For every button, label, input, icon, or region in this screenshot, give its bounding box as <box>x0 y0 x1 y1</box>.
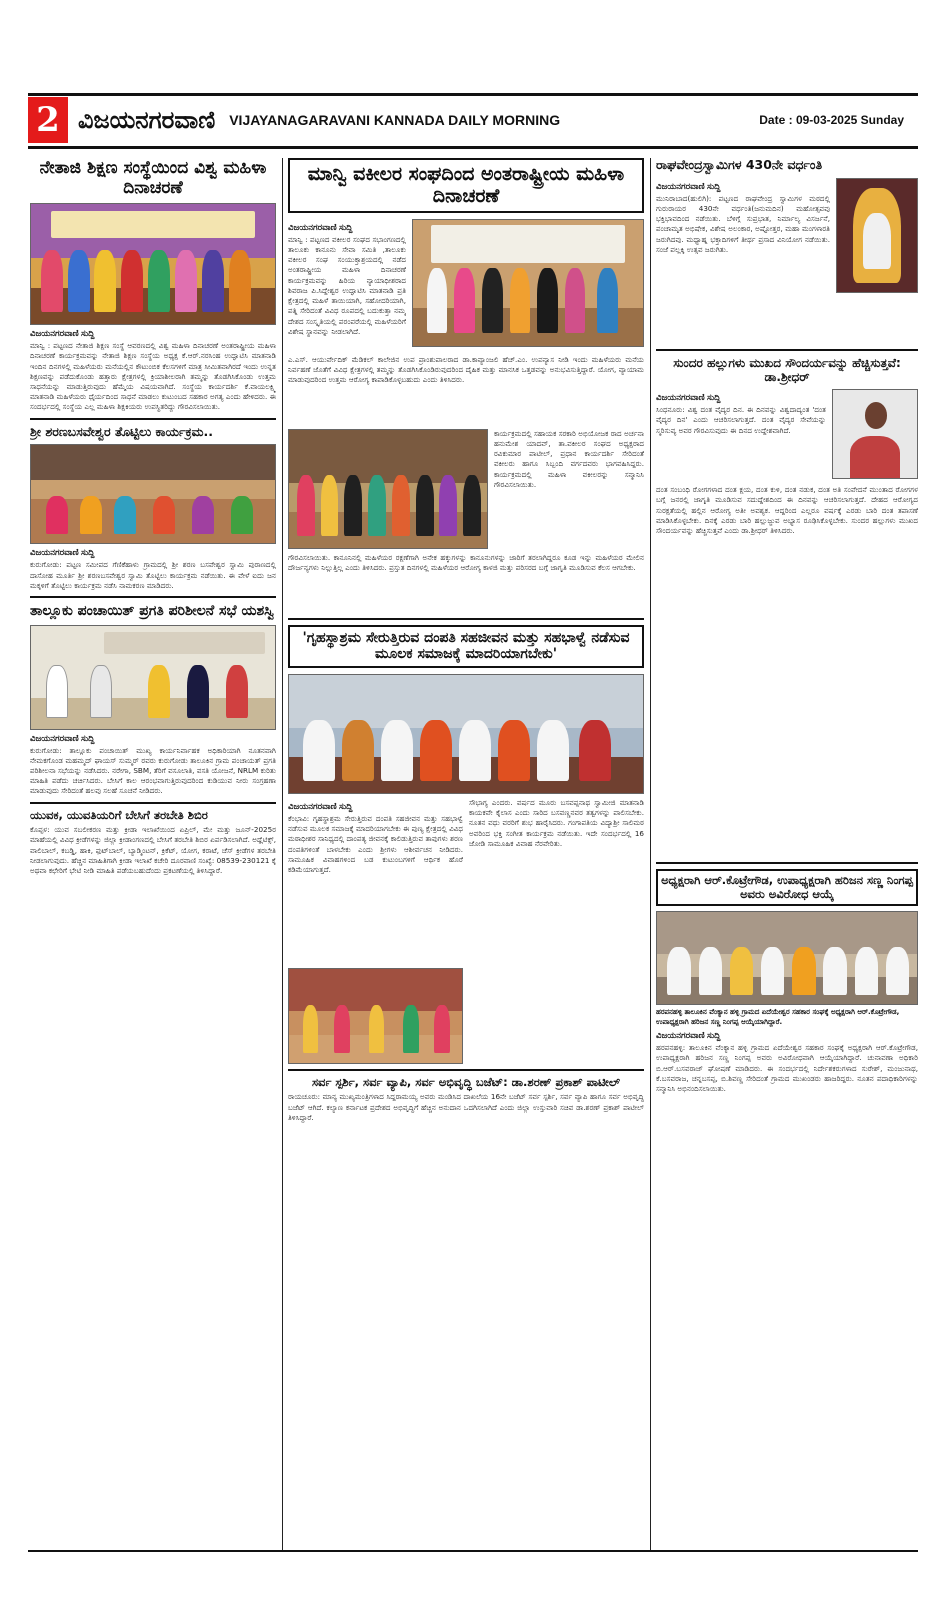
section-divider <box>30 596 276 598</box>
byline: ವಿಜಯನಗರವಾಣಿ ಸುದ್ದಿ <box>656 180 721 191</box>
page-number: 2 <box>28 97 68 143</box>
photo-lamp-lighting <box>412 219 644 347</box>
photo-raghavendra-idol <box>836 178 918 293</box>
article-teeth <box>656 356 918 857</box>
photo-women-lawyers <box>288 429 488 549</box>
section-divider <box>656 862 918 864</box>
left-column <box>30 158 276 1552</box>
headline-lawyers: ಮಾನ್ವಿ ವಕೀಲರ ಸಂಘದಿಂದ ಅಂತರಾಷ್ಟ್ರೀಯ ಮಹಿಳಾ ದಿನಾಚರಣೆ <box>288 158 644 213</box>
section-divider <box>656 349 918 351</box>
byline: ವಿಜಯನಗರವಾಣಿ ಸುದ್ದಿ <box>30 547 95 558</box>
section-divider <box>288 618 644 620</box>
article-marriage <box>288 625 644 1064</box>
headline-teeth: ಸುಂದರ ಹಲ್ಲುಗಳು ಮುಖದ ಸೌಂದರ್ಯವನ್ನು ಹೆಚ್ಚಿಸುತ್ತವೆ: ಡಾ.ಶ್ರೀಧರ್ <box>673 355 901 384</box>
masthead <box>28 97 918 143</box>
byline: ವಿಜಯನಗರವಾಣಿ ಸುದ್ದಿ <box>30 328 95 339</box>
article-netaji <box>30 158 276 413</box>
photo-panchayat-meeting <box>30 625 276 730</box>
article-body: ಸಿಂಧನೂರು: ವಿಶ್ವ ದಂತ ವೈದ್ಯರ ದಿನ. ಈ ದಿನವನ್ನು ವಿಶ್ವದಾದ್ಯಂತ 'ದಂತ ವೈದ್ಯರ ದಿನ' ಎಂದು ಆಚರಿಸಲಾಗುತ್ತದೆ. ದಂತ ವೈದ್ಯರ ಸೇವೆಯನ್ನು ಸ್ಮರಿಸುವ್ಯ ಅವರ ಗೌರವಿಸುವುದು ಈ ದಿನದ ಉದ್ದೇಶವಾಗಿದೆ. <box>656 405 826 435</box>
photo-mass-wedding-dignitaries <box>288 674 644 794</box>
right-column <box>656 158 918 1552</box>
section-divider <box>30 418 276 420</box>
issue-date: Date : 09-03-2025 Sunday <box>759 113 904 127</box>
article-lawyers <box>288 158 644 613</box>
middle-column <box>288 158 644 1552</box>
headline-summer-camp: ಯುವಕ, ಯುವತಿಯರಿಗೆ ಬೇಸಿಗೆ ತರಬೇತಿ ಶಿಬಿರ <box>30 807 208 822</box>
headline-marriage: 'ಗೃಹಸ್ಥಾಶ್ರಮ ಸೇರುತ್ತಿರುವ ದಂಪತಿ ಸಹಜೀವನ ಮತ್ತು ಸಹಭಾಳ್ವೆ ನಡೆಸುವ ಮೂಲಕ ಸಮಾಜಕ್ಕೆ ಮಾದರಿಯಾಗಬೇಕು' <box>288 625 644 668</box>
photo-temple-gathering <box>30 444 276 544</box>
article-body: ಕುರುಗೋಡು: ಪಟ್ಟಣ ಸಮೀಪದ ಗೆಣಿಕೆಹಾಳು ಗ್ರಾಮದಲ್ಲಿ ಶ್ರೀ ಶರಣ ಬಸವೇಶ್ವರ ಸ್ವಾಮಿ ಪುರಾಣದಲ್ಲಿ ದಾಸೋಹ ಮೂರ್ತಿ ಶ್ರೀ ಶರಣಬಸವೇಶ್ವರ ಸ್ವಾಮಿ ತೊಟ್ಟಿಲು ಕಾರ್ಯಕ್ರಮ ನಡೆಯಿತು. ಈ ವೇಳೆ ಐದು ಜನ ಮಕ್ಕಳಿಗೆ ತೊಟ್ಟಿಲು ಕಾರ್ಯಕ್ರಮ ನಡೆಸಿ ನಾಮಕರಣ ಮಾಡಿದರು. <box>30 560 276 590</box>
section-divider <box>30 802 276 804</box>
article-body: ದಂತ ಸಂಬಂಧಿ ರೋಗಗಳಾದ ದಂತ ಕ್ಷಯ, ದಂತ ಕುಳಿ, ದಂತ ನಡುಕ, ದಂತ ಅತಿ ಸಂವೇದನೆ ಮುಂತಾದ ರೋಗಗಳ ಬಗ್ಗೆ ಜನರಲ್ಲಿ ಜಾಗೃತಿ ಮೂಡಿಸುವ ಸದುದ್ದೇಶದಿಂದ ಈ ದಿನವನ್ನು ಆಚರಿಸಲಾಗುತ್ತದೆ. ದೇಹದ ಆರೋಗ್ಯದ ಸುರಕ್ಷತೆಯಲ್ಲಿ ಹಲ್ಲಿನ ಆರೋಗ್ಯ ಅತೀ ಅವಶ್ಯಕ. ಆದ್ದರಿಂದ ಎಲ್ಲರೂ ವರ್ಷಕ್ಕೆ ಎರಡು ಬಾರಿ ದಂತ ತಪಾಸಣೆ ಮಾಡಿಸಿಕೊಳ್ಳಬೇಕು. ದಿನಕ್ಕೆ ಎರಡು ಬಾರಿ ಹಲ್ಲುಜ್ಜುವ ಅಭ್ಯಾಸ ರೂಢಿಸಿಕೊಳ್ಳಬೇಕು. ಸುಂದರ ಹಲ್ಲುಗಳು ಮುಖದ ಸೌಂದರ್ಯವನ್ನು ಹೆಚ್ಚಿಸುತ್ತವೆ ಎಂದು ಡಾ.ಶ್ರೀಧರ್ ತಿಳಿಸಿದರು. <box>656 485 918 535</box>
byline: ವಿಜಯನಗರವಾಣಿ ಸುದ್ದಿ <box>656 392 721 403</box>
byline: ವಿಜಯನಗರವಾಣಿ ಸುದ್ದಿ <box>30 732 95 743</box>
column-divider <box>650 158 651 1550</box>
article-body: ಮುನಿರಾಬಾದ(ಹುಲಿಗಿ): ಪಟ್ಟಣದ ರಾಘವೇಂದ್ರ ಸ್ವಾಮಿಗಳ ಮಠದಲ್ಲಿ ಗುರುರಾಯರ 430ನೇ ವರ್ಧಂತಿ(ಜನುಮದಿನ) ಮಹೋತ್ಸವವು ಭಕ್ತಿಭಾವದಿಂದ ನಡೆಯಿತು. ಬೆಳಿಗ್ಗೆ ಸುಪ್ರಭಾತ, ನಿರ್ಮಾಲ್ಯ ವಿಸರ್ಜನೆ, ಪಂಚಾಮೃತ ಅಭಿಷೇಕ, ವಿಶೇಷ ಅಲಂಕಾರ, ಅಷ್ಟೋತ್ತರ, ಮಹಾ ಮಂಗಳಾರತಿ ಜರುಗಿದವು. ಮಧ್ಯಾಹ್ನ ಭಕ್ತಾದಿಗಳಿಗೆ ತೀರ್ಥ ಪ್ರಸಾದ ವಿನಿಯೋಗ ನಡೆಯಿತು. ಸಂಜೆ ಪಲ್ಲಕ್ಕಿ ಉತ್ಸವ ಜರುಗಿತು. <box>656 193 830 254</box>
article-body: ಕೊಪ್ಪಳ: ಯುವ ಸಬಲೀಕರಣ ಮತ್ತು ಕ್ರೀಡಾ ಇಲಾಖೆಯಿಂದ ಏಪ್ರಿಲ್, ಮೇ ಮತ್ತು ಜೂನ್-2025ರ ಮಾಹೆಯಲ್ಲಿ ವಿವಿಧ ಕ್ರೀಡೆಗಳನ್ನು ಜಿಲ್ಲಾ ಕ್ರೀಡಾಂಗಣದಲ್ಲಿ ಬೇಸಿಗೆ ತರಬೇತಿ ಶಿಬಿರ ಏರ್ಪಡಿಸಲಾಗಿದೆ. ಅಥ್ಲೆಟಿಕ್ಸ್, ವಾಲಿಬಾಲ್, ಕಬಡ್ಡಿ, ಹಾಕಿ, ಫುಟ್‌ಬಾಲ್, ಬ್ಯಾಡ್ಮಿಂಟನ್, ಕ್ರಿಕೆಟ್, ಯೋಗ, ಕರಾಟೆ, ಚೆಸ್ ಕ್ರೀಡೆಗಳ ತರಬೇತಿ ನೀಡಲಾಗುವುದು. ಹೆಚ್ಚಿನ ಮಾಹಿತಿಗಾಗಿ ಕ್ರೀಡಾ ಇಲಾಖೆ ಕಚೇರಿ ದೂರವಾಣಿ ಸಂಖ್ಯೆ: 08539-230121 ಕ್ಕೆ ಅಥವಾ ಕಛೇರಿಗೆ ಭೇಟಿ ನೀಡಿ ಮಾಹಿತಿ ಪಡೆಯಬಹುದೆಂದು ಪ್ರಕಟಣೆಯಲ್ಲಿ ತಿಳಿಸಿದ್ದಾರೆ. <box>30 825 276 876</box>
photo-wedding-couples <box>288 968 463 1064</box>
newspaper-title-english: VIJAYANAGARAVANI KANNADA DAILY MORNING <box>229 112 561 128</box>
headline-kottregowda: ಅಧ್ಯಕ್ಷರಾಗಿ ಆರ್.ಕೊಟ್ರೇಗೌಡ, ಉಪಾಧ್ಯಕ್ಷರಾಗಿ ಹರಿಜನ ಸಣ್ಣ ನಿಂಗಪ್ಪ ಅವರು ಅವಿರೋಧ ಆಯ್ಕೆ <box>656 869 918 906</box>
article-sharanabasaveshwara <box>30 425 276 591</box>
headline-budget: ಸರ್ವ ಸ್ಪರ್ಶಿ, ಸರ್ವ ವ್ಯಾಪಿ, ಸರ್ವ ಅಭಿವೃದ್ಧಿ ಬಜೆಟ್: ಡಾ.ಶರಣ್ ಪ್ರಕಾಶ್ ಪಾಟೀಲ್ <box>311 1074 621 1089</box>
photo-caption: ಹರಪನಹಳ್ಳಿ ತಾಲೂಕಿನ ವೆಂಕ್ಯಾನ ಹಳ್ಳಿ ಗ್ರಾಮದ ಏದೆಯೇಶ್ವರ ಸಹಕಾರ ಸಂಘಕ್ಕೆ ಅಧ್ಯಕ್ಷರಾಗಿ ಆರ್.ಕೊಟ್ರೇಗೌಡ, ಉಪಾಧ್ಯಕ್ಷರಾಗಿ ಹರಿಜನ ಸಣ್ಣ ನಿಂಗಪ್ಪ ಆಯ್ಕೆಯಾಗಿದ್ದಾರೆ. <box>656 1008 900 1026</box>
headline-netaji: ನೇತಾಜಿ ಶಿಕ್ಷಣ ಸಂಸ್ಥೆಯಿಂದ ವಿಶ್ವ ಮಹಿಳಾ ದಿನಾಚರಣೆ <box>39 158 267 199</box>
masthead-top-rule <box>28 93 918 96</box>
headline-raghavendra: ರಾಘವೇಂದ್ರಸ್ವಾಮಿಗಳ 430ನೇ ವರ್ಧಂತಿ <box>656 158 823 172</box>
byline: ವಿಜಯನಗರವಾಣಿ ಸುದ್ದಿ <box>656 1030 721 1041</box>
article-body: ಮಾನ್ವಿ : ಪಟ್ಟಣದ ನೇತಾಜಿ ಶಿಕ್ಷಣ ಸಂಸ್ಥೆ ಆವರಣದಲ್ಲಿ ವಿಶ್ವ ಮಹಿಳಾ ದಿನಾಚರಣೆ ಅಂತರಾಷ್ಟ್ರೀಯ ಮಹಿಳಾ ದಿನಾಚರಣೆ ಕಾರ್ಯಕ್ರಮವನ್ನು ನೇತಾಜಿ ಶಿಕ್ಷಣ ಸಂಸ್ಥೆಯ ಅಧ್ಯಕ್ಷ ಕೆ.ಆರ್.ನರಸಿಂಹ ಉದ್ಘಾಟಿಸಿ ಮಾತನಾಡಿ ಇಂದಿನ ದಿನಗಳಲ್ಲಿ ಮಹಿಳೆಯರು ಮನೆಯಲ್ಲಿನ ಕೌಟುಂಬಿಕ ಕೆಲಸಗಳಿಗೆ ಮಾತ್ರ ಸೀಮಿತವಾಗಿರದೆ ಇಂದು ಉನ್ನತ ಶಿಕ್ಷಣವನ್ನು ಪಡೆದುಕೊಂಡು ಹತ್ತಾರು ಕ್ಷೇತ್ರಗಳಲ್ಲಿ ಕ್ರಿಯಾಶೀಲರಾಗಿ ತಮ್ಮನ್ನು ತೊಡಗಿಸಿಕೊಂಡು ಉತ್ತಮ ಸಾಧನೆಯನ್ನು ಮಾಡುತ್ತಿರುವುದು ಹೆಮ್ಮೆಯ ವಿಷಯವಾಗಿದೆ. ಸಂಸ್ಥೆಯ ಕಾರ್ಯದರ್ಶಿ ಕೆ.ವಾಯಲಕ್ಷ್ಮಿ ಮಾತನಾಡಿ ಮಹಿಳೆಯರು ಧೈರ್ಯದಿಂದ ಸಾಧನೆ ಮಾಡಲು ಕುಟುಂಬದ ಸಹಕಾರ ಅಗತ್ಯ ಎಂದು ಹೇಳಿದರು. ಈ ಸಂದರ್ಭದಲ್ಲಿ ಸಂಸ್ಥೆಯ ಎಲ್ಲ ಮಹಿಳಾ ಶಿಕ್ಷಕಿಯರು ಉಪಸ್ಥಿತರಿದ್ದು ಗೌರವಿಸಲಾಯಿತು. <box>30 341 276 412</box>
article-body: ಕಾರ್ಯಕ್ರಮದಲ್ಲಿ ಸಹಾಯಕ ಸರಕಾರಿ ಅಭಿಯೋಜಕ ರಾದ ಅರ್ಚನಾ ಹನುಮೇಶ ಯಾದವ್, ತಾ.ವಕೀಲರ ಸಂಘದ ಅಧ್ಯಕ್ಷರಾದ ರವಿಕುಮಾರ ಪಾಟೀಲ್, ಪ್ರಧಾನ ಕಾರ್ಯದರ್ಶಿ ಸೇರಿದಂತೆ ವಕೀಲರು ಹಾಗೂ ಸಿಬ್ಬಂದಿ ವರ್ಗದವರು ಭಾಗವಹಿಸಿದ್ದರು. ಕಾರ್ಯಕ್ರಮದಲ್ಲಿ ಮಹಿಳಾ ವಕೀಲರನ್ನು ಸನ್ಮಾನಿಸಿ ಗೌರವಿಸಲಾಯಿತು. <box>494 428 644 489</box>
headline-sharanabasaveshwara: ಶ್ರೀ ಶರಣಬಸವೇಶ್ವರ ತೊಟ್ಟಿಲು ಕಾರ್ಯಕ್ರಮ.. <box>30 423 213 439</box>
photo-netaji-group <box>30 203 276 325</box>
byline: ವಿಜಯನಗರವಾಣಿ ಸುದ್ದಿ <box>288 221 353 232</box>
article-kottregowda <box>656 869 918 1094</box>
article-body: ಎ.ಎಸ್. ಆಯುರ್ವೇದಿಕ್ ಮೆಡಿಕಲ್ ಕಾಲೇಜಿನ ಉಪ ಪ್ರಾಂಶುಪಾಲರಾದ ಡಾ.ಕಾವ್ಯಾಂಜಲಿ ಹೆಚ್.ಎಂ. ಉಪನ್ಯಾಸ ನೀಡಿ ಇಂದು ಮಹಿಳೆಯರು ಮನೆಯ ನಿರ್ವಹಣೆ ಜೊತೆಗೆ ವಿವಿಧ ಕ್ಷೇತ್ರಗಳಲ್ಲಿ ತಮ್ಮನ್ನು ತೊಡಗಿಸಿಕೊಂಡಿರುವುದರಿಂದ ದೈಹಿಕ ಮತ್ತು ಮಾನಸಿಕ ಒತ್ತಡವನ್ನು ಅನುಭವಿಸುತ್ತಿದ್ದಾರೆ. ಯೋಗ, ವ್ಯಾಯಾಮ ಮಾಡುವುದರಿಂದ ಉತ್ತಮ ಆರೋಗ್ಯ ಕಾಪಾಡಿಕೊಳ್ಳಬಹುದು ಎಂದು ತಿಳಿಸಿದರು. <box>288 354 644 385</box>
article-body: ಗೌರವಿಸಲಾಯಿತು. ಕಾನೂನಿನಲ್ಲಿ ಮಹಿಳೆಯರ ರಕ್ಷಣೆಗಾಗಿ ಅನೇಕ ಹಕ್ಕುಗಳನ್ನು ಕಾನೂನುಗಳನ್ನು ಜಾರಿಗೆ ತರಲಾಗಿದ್ದರೂ ಕೂಡ ಇನ್ನು ಮಹಿಳೆಯರ ಮೇಲಿನ ದೌರ್ಜನ್ಯಗಳು ನಿಲ್ಲುತ್ತಿಲ್ಲ ಎಂದು ತಿಳಿಸಿದರು. ಪ್ರಸ್ತುತ ದಿನಗಳಲ್ಲಿ ಮಹಿಳೆಯರ ಆರೋಗ್ಯ ಕಾಳಜಿ ಮತ್ತು ಪರಿಸರದ ಬಗ್ಗೆ ಜಾಗೃತಿ ಮೂಡಿಸುವ ಕೆಲಸ ಆಗಬೇಕು. <box>288 552 644 573</box>
newspaper-title-kannada: ವಿಜಯನಗರವಾಣಿ <box>78 106 216 134</box>
headline-taluk-panchayat: ತಾಲ್ಲೂಕು ಪಂಚಾಯಿತ್ ಪ್ರಗತಿ ಪರಿಶೀಲನೆ ಸಭೆ ಯಶಸ್ವಿ <box>30 603 275 620</box>
article-body: ಕುರುಗೋಡು: ತಾಲ್ಲೂಕು ಪಂಚಾಯಿತ್ ಮುಖ್ಯ ಕಾರ್ಯನಿರ್ವಾಹಕ ಅಧಿಕಾರಿಯಾಗಿ ನೂತನವಾಗಿ ನೇಮಕಗೊಂಡ ಮಹಮ್ಮದ್ ಘಾಯಸ್ ಸುಮ್ಮರ್ ರವರು ಕುರುಗೋಡು ತಾಲೂಕಿನ ಗ್ರಾಮ ಪಂಚಾಯತ್ ಪ್ರಗತಿ ಪರಿಶೀಲನಾ ಸಭೆಯನ್ನು ನಡೆಸಿದರು. ನರೇಗಾ, SBM, ತೆರಿಗೆ ವಸೂಲಾತಿ, ವಸತಿ ಯೋಜನೆ, NRLM ಕುರಿತು ಮಾಹಿತಿ ಪಡೆದು ಚರ್ಚಿಸಿದರು. ಬೇಸಿಗೆ ಕಾಲ ಆರಂಭವಾಗುತ್ತಿರುವುದರಿಂದ ಕುಡಿಯುವ ನೀರು ಸಂಗ್ರಹಣಾ ಮಾಡುವುದು ಸೇರಿದಂತೆ ಹಲವು ಸಲಹೆ ಸೂಚನೆ ನೀಡಿದರು. <box>30 745 276 796</box>
photo-cooperative-members <box>656 911 918 1005</box>
article-raghavendra <box>656 158 918 344</box>
column-divider <box>282 158 283 1550</box>
article-summer-camp <box>30 809 276 877</box>
article-body: ಹರಪನಹಳ್ಳಿ: ತಾಲೂಕಿನ ವೆಂಕ್ಯಾನ ಹಳ್ಳಿ ಗ್ರಾಮದ ಏದೆಯೇಶ್ವರ ಸಹಕಾರ ಸಂಘಕ್ಕೆ ಅಧ್ಯಕ್ಷರಾಗಿ ಆರ್.ಕೊಟ್ರೇಗೌಡ, ಉಪಾಧ್ಯಕ್ಷರಾಗಿ ಹರಿಜನ ಸಣ್ಣ ನಿಂಗಪ್ಪ ಅವರು ಅವಿರೋಧವಾಗಿ ಆಯ್ಕೆಯಾಗಿದ್ದಾರೆ. ಚುನಾವಣಾ ಅಧಿಕಾರಿ ಬಿ.ಆರ್.ಬಸವರಾಜ್ ಘೋಷಣೆ ಮಾಡಿದರು. ಈ ಸಂದರ್ಭದಲ್ಲಿ ನಿರ್ದೇಶಕರುಗಳಾದ ಸುರೇಶ್, ಮಂಜುನಾಥ, ಕೆ.ಬಸವರಾಜ, ಚನ್ನಬಸಪ್ಪ, ಬಿ.ಶಿವಣ್ಣ ಸೇರಿದಂತೆ ಗ್ರಾಮದ ಮುಖಂಡರು ಹಾಜರಿದ್ದರು. ನೂತನ ಪದಾಧಿಕಾರಿಗಳನ್ನು ಸನ್ಮಾನಿಸಿ ಅಭಿನಂದಿಸಲಾಯಿತು. <box>656 1043 918 1093</box>
section-divider <box>288 1069 644 1071</box>
article-taluk-panchayat <box>30 603 276 797</box>
article-body: ರಾಯಚೂರು: ಮಾನ್ಯ ಮುಖ್ಯಮಂತ್ರಿಗಳಾದ ಸಿದ್ದರಾಮಯ್ಯ ಅವರು ಮಂಡಿಸಿದ ದಾಖಲೆಯ 16ನೇ ಬಜೆಟ್ ಸರ್ವ ಸ್ಪರ್ಶಿ, ಸರ್ವ ವ್ಯಾಪಿ ಹಾಗೂ ಸರ್ವ ಅಭಿವೃದ್ಧಿ ಬಜೆಟ್ ಆಗಿದೆ. ಕಲ್ಯಾಣ ಕರ್ನಾಟಕ ಪ್ರದೇಶದ ಅಭಿವೃದ್ಧಿಗೆ ಹೆಚ್ಚಿನ ಅನುದಾನ ಒದಗಿಸಲಾಗಿದೆ ಎಂದು ಜಿಲ್ಲಾ ಉಸ್ತುವಾರಿ ಸಚಿವ ಡಾ.ಶರಣ್ ಪ್ರಕಾಶ್ ಪಾಟೀಲ್ ತಿಳಿಸಿದ್ದಾರೆ. <box>288 1092 644 1122</box>
article-body: ಕೆಂಭಾವಿ: ಗೃಹಸ್ಥಾಶ್ರಮ ಸೇರುತ್ತಿರುವ ದಂಪತಿ ಸಹಜೀವನ ಮತ್ತು ಸಹಭಾಳ್ವೆ ನಡೆಸುವ ಮೂಲಕ ಸಮಾಜಕ್ಕೆ ಮಾದರಿಯಾಗಬೇಕು ಈ ಪುಣ್ಯ ಕ್ಷೇತ್ರದಲ್ಲಿ ವಿವಿಧ ಮಠಾಧೀಶರ ಸಾನಿಧ್ಯದಲ್ಲಿ ದಾಂಪತ್ಯ ಜೀವನಕ್ಕೆ ಕಾಲಿಡುತ್ತಿರುವ ತಾವುಗಳು ಶರಣ ದಂಪತಿಗಳಿಂತೆ ಬಾಳಬೇಕು ಎಂದು ಶ್ರೀಗಳು ಆಶೀರ್ವಚನ ನೀಡಿದರು. ಸಾಮೂಹಿಕ ವಿವಾಹಗಳಿಂದ ಬಡ ಕುಟುಂಬಗಳಿಗೆ ಆರ್ಥಿಕ ಹೊರೆ ಕಡಿಮೆಯಾಗುತ್ತದೆ. <box>288 813 463 874</box>
article-body: ಮಾನ್ವಿ : ಪಟ್ಟಣದ ವಕೀಲರ ಸಂಘದ ಸಭಾಂಗಣದಲ್ಲಿ ತಾಲೂಕು ಕಾನೂನು ಸೇವಾ ಸಮಿತಿ ,ತಾಲೂಕು ವಕೀಲರ ಸಂಘ ಸಂಯುಕ್ತಾಶ್ರಯದಲ್ಲಿ ನಡೆದ ಅಂತರಾಷ್ಟ್ರೀಯ ಮಹಿಳಾ ದಿನಾಚರಣೆ ಕಾರ್ಯಕ್ರಮವನ್ನು ಹಿರಿಯ ನ್ಯಾಯಾಧೀಶರಾದ ಶಿವರಾಜ ಪಿ.ಸಿದ್ದೇಶ್ವರ ಉದ್ಘಾಟಿಸಿ ಮಾತನಾಡಿ ಪ್ರತಿ ಕ್ಷೇತ್ರದಲ್ಲಿ ಮಹಿಳೆ ತಾಯಿಯಾಗಿ, ಸಹೋದರಿಯಾಗಿ, ಪತ್ನಿ ಸೇರಿದಂತೆ ವಿವಿಧ ರೂಪದಲ್ಲಿ ಬದುಕುತ್ತಾ ನಮ್ಮ ದೇಶದ ಸಂಸ್ಕೃತಿಯಲ್ಲಿ ಪರಂಪರೆಯಲ್ಲಿ ಮಹಿಳೆಯರಿಗೆ ವಿಶೇಷ ಸ್ಥಾನವನ್ನು ನೀಡಲಾಗಿದೆ. <box>288 234 406 336</box>
photo-dr-sridhar <box>832 389 918 479</box>
masthead-bottom-rule <box>28 146 918 149</box>
article-budget <box>288 1076 644 1123</box>
article-body: ಸೌಭಾಗ್ಯ ಎಂದರು. ವರ್ಷದ ಮೂರು ಬಸವಪ್ಪನಾಥ ಸ್ವಾಮೀಜಿ ಮಾತನಾಡಿ ಕಾಯಕವೇ ಕೈಲಾಸ ಎಂದು ಸಾರಿದ ಬಸವಣ್ಣನವರ ತತ್ವಗಳನ್ನು ಪಾಲಿಸಬೇಕು. ನೂತನ ವಧು ವರರಿಗೆ ಶುಭ ಹಾರೈಸಿದರು. ಗಂಗಾಪತಿಯ ವಿದ್ಯಾಶ್ರೀ ಸಾಲಿಮಠ ಅವರಿಂದ ಭಕ್ತಿ ಸಂಗೀತ ಕಾರ್ಯಕ್ರಮ ನಡೆಯಿತು. ಇದೇ ಸಂದರ್ಭದಲ್ಲಿ 16 ಜೋಡಿ ಸಾಮೂಹಿಕ ವಿವಾಹ ನೆರವೇರಿತು. <box>469 797 644 848</box>
byline: ವಿಜಯನಗರವಾಣಿ ಸುದ್ದಿ <box>288 800 353 811</box>
